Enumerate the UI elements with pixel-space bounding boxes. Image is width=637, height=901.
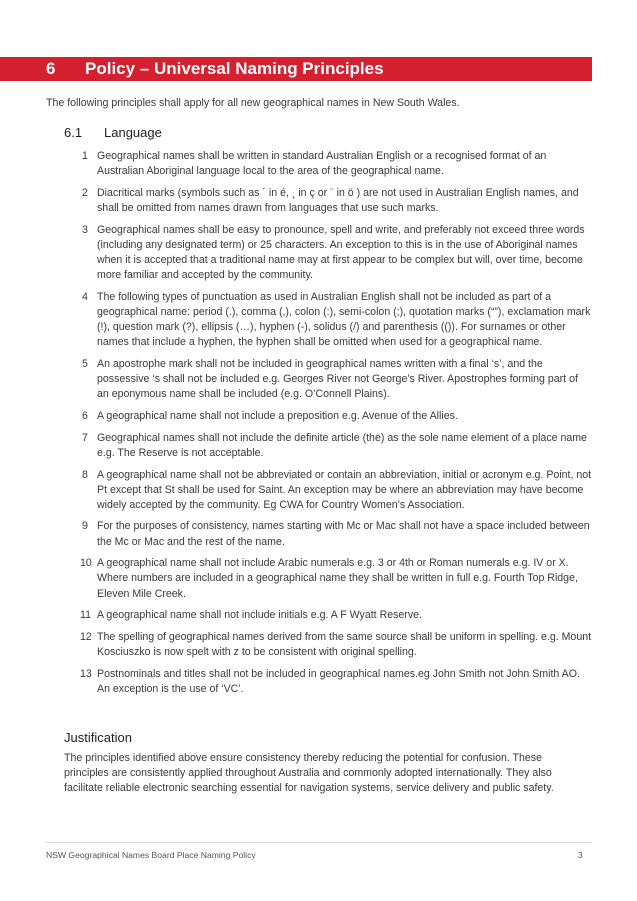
list-item [80,630,592,660]
item-text: Geographical names shall be easy to pronounce, spell and write, and preferably not exceed three words (including any designated term) or 25 characters. An exception to this is in the use of Aboriginal names when it is accepted that a traditional name may at first appear to be complex but will, over time, become more familiar and accepted by the community. [97,223,585,282]
item-number: 9 [82,520,88,533]
list-item [80,556,592,601]
item-text: A geographical name shall not include Arabic numerals e.g. 3 or 4th or Roman numerals e.g. IV or X. Where numbers are included in a geographical name they shall be written in full e.g. Fourth Top Ridge, Eleven Mile Creek. [97,557,578,600]
item-text: Geographical names shall not include the definite article (the) as the sole name element of a place name e.g. The Reserve is not acceptable. [97,431,587,459]
item-text: A geographical name shall not include a preposition e.g. Avenue of the Allies. [97,409,458,422]
subsection-number: 6.1 [64,125,83,140]
page-number: 3 [578,850,583,860]
list-item [80,431,592,461]
footer-divider [46,842,592,843]
list-item [80,290,592,350]
item-number: 5 [82,357,88,370]
justification-paragraph: The principles identified above ensure consistency thereby reducing the potential for confusion. These principles are consistently applied throughout Australia and commonly adopted internationally. They also facilitate reliable electronic searching essential for navigation systems, service delivery and public safety. [64,752,554,795]
list-item [80,223,592,283]
item-number: 2 [82,186,88,199]
subsection-heading [64,124,162,142]
item-number: 6 [82,409,88,422]
section-number: 6 [46,59,56,78]
list-item [80,519,592,549]
item-text: Diacritical marks (symbols such as ´ in é, ¸ in ç or ¨ in ö ) are not used in Australian English names, and shall be omitted from names drawn from languages that use such marks. [97,186,579,214]
list-item [80,149,592,179]
list-item [80,186,592,216]
item-text: An apostrophe mark shall not be included in geographical names written with a final ‘s’, and the possessive ‘s shall not be included e.g. Georges River not George’s River. Apostrophes forming part of an eponymous name shall be included (e.g. O’Connell Plains). [97,357,578,401]
item-text: Postnominals and titles shall not be included in geographical names.eg John Smith not John Smith AO. An exception is the use of ‘VC’. [97,667,580,696]
list-item [80,409,592,424]
footer-title: NSW Geographical Names Board Place Naming Policy [46,850,256,860]
list-item [80,357,592,402]
list-item [80,608,592,623]
item-number: 11 [80,609,91,622]
section-title: Policy – Universal Naming Principles [85,59,384,78]
item-number: 8 [82,468,88,481]
subsection-title: Language [104,125,162,140]
item-text: A geographical name shall not be abbreviated or contain an abbreviation, initial or acronym e.g. Point, not Pt except that St shall be used for Saint. An exception may be where an abbreviation may have become widely accepted by the community. Eg CWA for Country Women’s Association. [97,468,592,511]
item-number: 10 [80,557,92,570]
item-number: 13 [80,667,92,680]
item-text: For the purposes of consistency, names starting with Mc or Mac shall not have a space included between the Mc or Mac and the rest of the name. [97,520,590,548]
intro-paragraph: The following principles shall apply for all new geographical names in New South Wales. [46,97,460,109]
item-number: 4 [82,290,88,303]
item-number: 7 [82,431,88,444]
justification-heading: Justification [64,730,132,745]
item-text: Geographical names shall be written in standard Australian English or a recognised format of an Australian Aboriginal language local to the area of the geographical name. [97,150,547,178]
principles-list [80,149,592,704]
item-text: A geographical name shall not include initials e.g. A F Wyatt Reserve. [97,609,422,622]
list-item [80,667,592,697]
section-heading-banner [0,57,592,81]
item-number: 3 [82,223,88,236]
item-number: 12 [80,631,92,644]
list-item [80,468,592,513]
item-text: The spelling of geographical names derived from the same source shall be uniform in spelling. e.g. Mount Kosciuszko is now spelt with z to be consistent with original spelling. [97,631,592,659]
item-text: The following types of punctuation as used in Australian English shall not be included as part of a geographical name: period (.), comma (,), colon (:), semi-colon (;), quotation marks (“”), exclamation mark (!), question mark (?), ellipsis (…), hyphen (-), solidus (/) and parenthesis (()). For surnames or other names that include a hyphen, the hyphen shall be omitted when used for a geographical name. [97,290,591,349]
item-number: 1 [82,150,88,162]
